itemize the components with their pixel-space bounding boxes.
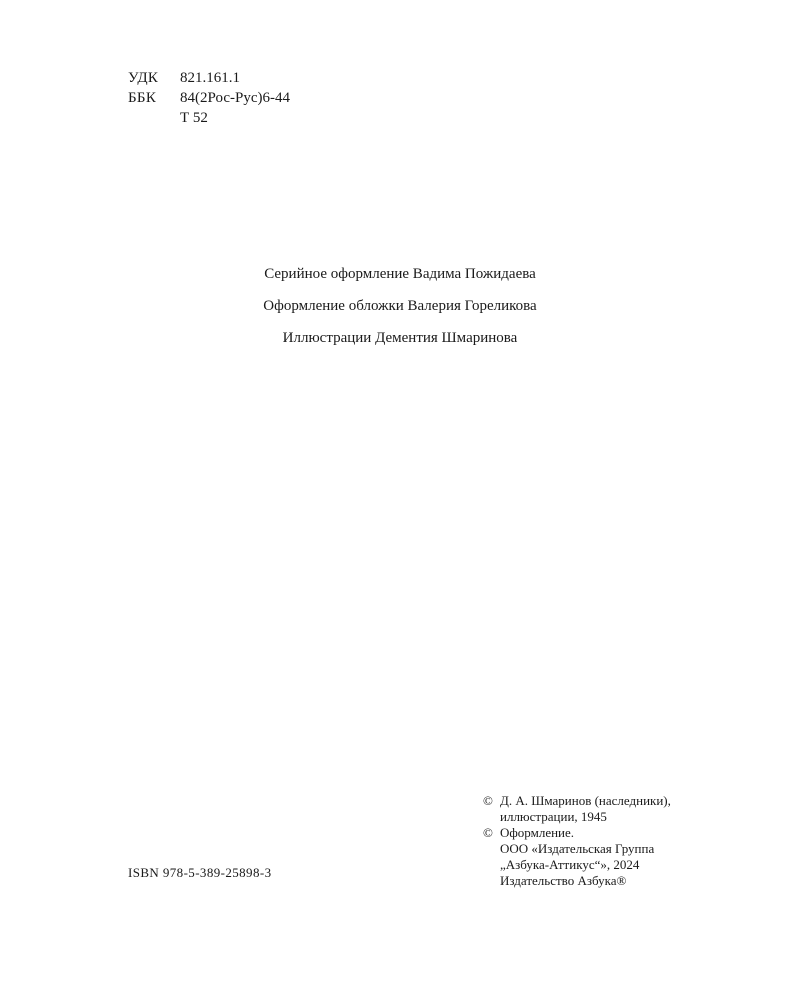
author-mark: Т 52 [180,110,208,126]
udk-row [128,68,290,88]
author-mark-row [128,108,290,128]
copyright-line: Оформление. [500,825,575,840]
copyright-design [483,825,671,889]
bbk-value: 84(2Рос-Рус)6-44 [180,90,290,106]
copyright-line: Д. А. Шмаринов (наследники), [500,793,671,808]
series-design-credit: Серийное оформление Вадима Пожидаева [264,266,536,282]
udk-label: УДК [128,70,159,86]
copyright-line: иллюстрации, 1945 [500,809,607,824]
copyright-line: „Азбука-Аттикус“», 2024 [500,857,640,872]
copyright-line: Издательство Азбука® [500,873,627,888]
copyright-block [483,793,671,889]
copyright-symbol: © [483,825,493,840]
bbk-row [128,88,290,108]
copyright-illustrations [483,793,671,825]
copyright-line: ООО «Издательская Группа [500,841,655,856]
credits-block [0,258,800,354]
copyright-symbol: © [483,793,493,808]
cover-design-credit: Оформление обложки Валерия Гореликова [263,298,537,314]
bbk-label: ББК [128,90,157,106]
isbn: ISBN 978-5-389-25898-3 [128,865,272,880]
illustrations-credit: Иллюстрации Дементия Шмаринова [282,330,518,346]
udk-value: 821.161.1 [180,70,240,86]
catalog-block [128,68,290,128]
